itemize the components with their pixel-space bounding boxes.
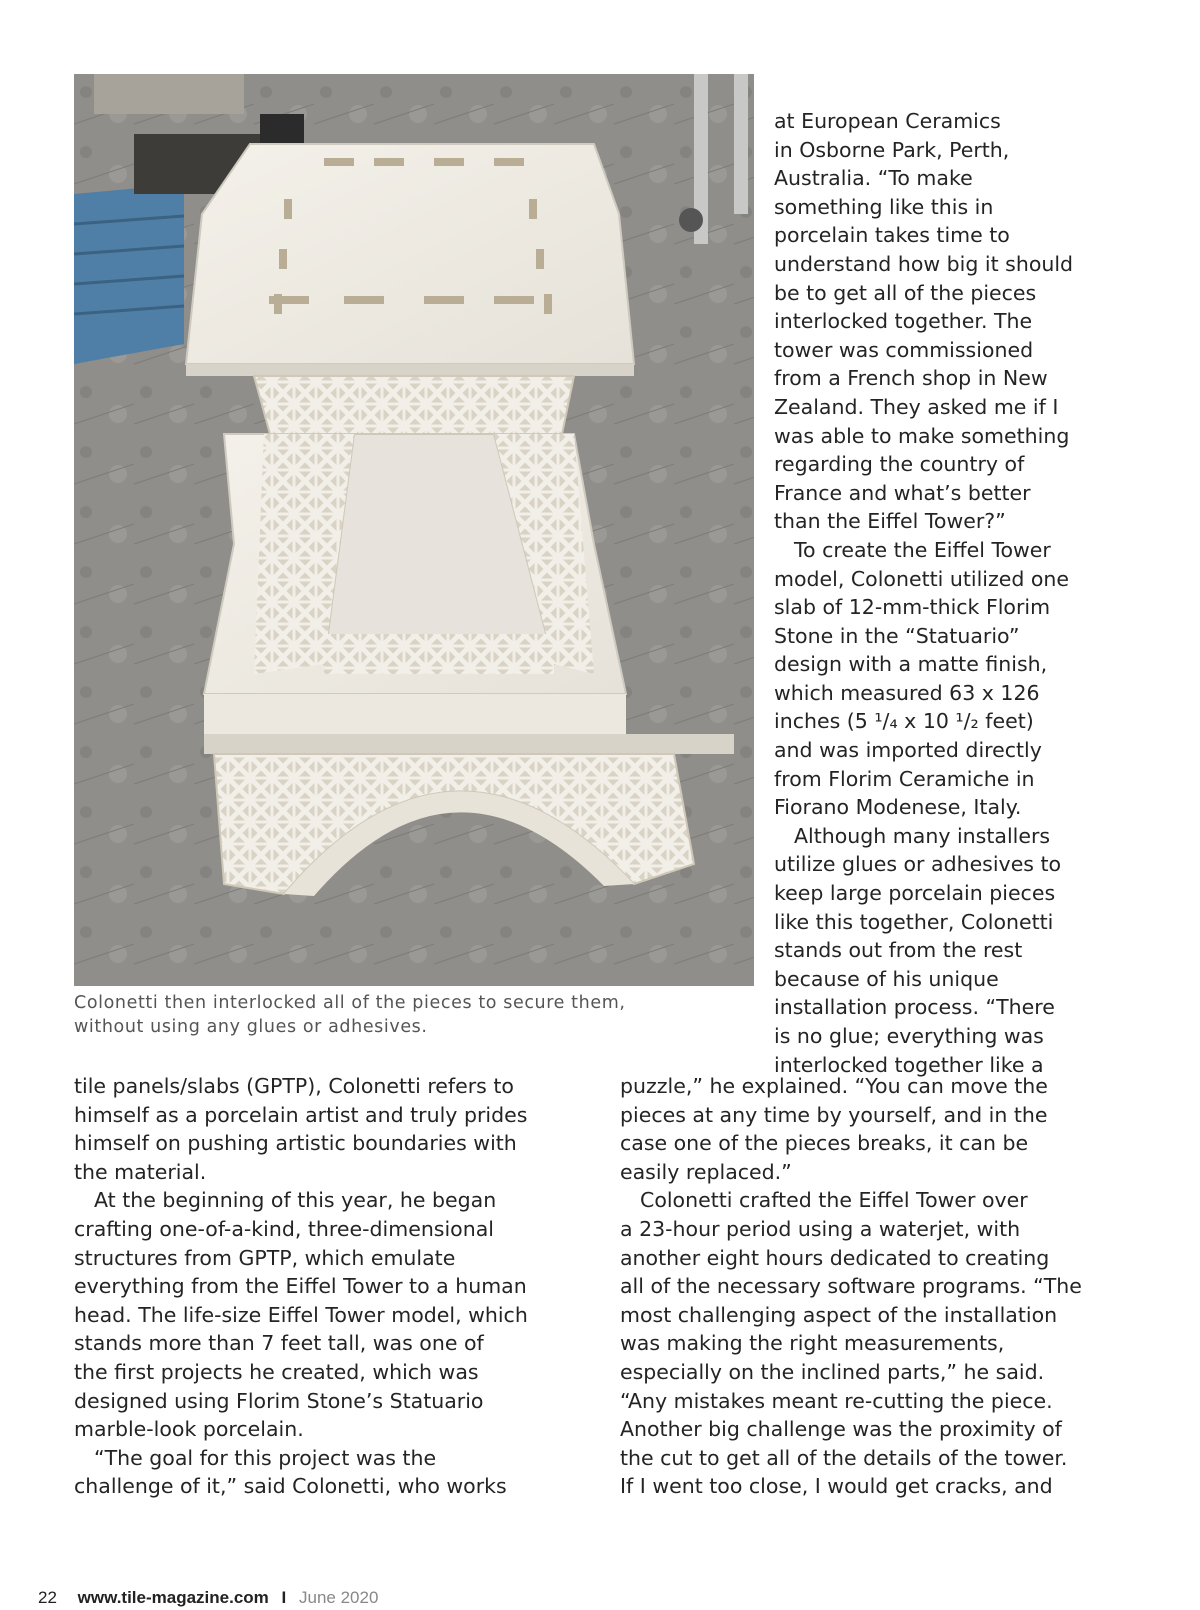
text-line: regarding the country of bbox=[774, 452, 1025, 477]
text-line: most challenging aspect of the installation bbox=[620, 1302, 1058, 1327]
text-line: slab of 12-mm-thick Florim bbox=[774, 595, 1051, 620]
text-line: porcelain takes time to bbox=[774, 223, 1010, 248]
text-line: stands out from the rest bbox=[774, 938, 1023, 963]
text-line: which measured 63 x 126 bbox=[774, 680, 1040, 705]
text-line: At the beginning of this year, he began bbox=[94, 1188, 497, 1213]
text-line: understand how big it should bbox=[774, 251, 1074, 276]
text-line: interlocked together. The bbox=[774, 309, 1033, 334]
right-column-text bbox=[774, 107, 1073, 1079]
left-column-text bbox=[74, 1072, 528, 1501]
text-line: was making the right measurements, bbox=[620, 1331, 1005, 1356]
middle-column-text bbox=[620, 1072, 1082, 1501]
text-line: all of the necessary software programs. “The bbox=[620, 1274, 1082, 1299]
text-line: Australia. “To make bbox=[774, 166, 973, 191]
text-line: France and what’s better bbox=[774, 480, 1031, 505]
text-line: from a French shop in New bbox=[774, 366, 1048, 391]
text-line: structures from GPTP, which emulate bbox=[74, 1245, 456, 1270]
text-line: a 23-hour period using a waterjet, with bbox=[620, 1216, 1021, 1241]
text-line: puzzle,” he explained. “You can move the bbox=[620, 1074, 1048, 1098]
text-line: is no glue; everything was bbox=[774, 1024, 1044, 1048]
photo-caption bbox=[74, 992, 754, 1039]
text-line: Fiorano Modenese, Italy. bbox=[774, 795, 1022, 820]
text-line: himself on pushing artistic boundaries with bbox=[74, 1131, 517, 1156]
text-line: because of his unique bbox=[774, 966, 999, 991]
text-line: like this together, Colonetti bbox=[774, 909, 1054, 934]
text-line: was able to make something bbox=[774, 423, 1070, 448]
text-line: Stone in the “Statuario” bbox=[774, 623, 1020, 648]
text-line: especially on the inclined parts,” he said. bbox=[620, 1359, 1045, 1384]
text-line: everything from the Eiffel Tower to a human bbox=[74, 1274, 527, 1299]
text-line: pieces at any time by yourself, and in the bbox=[620, 1102, 1048, 1127]
text-line: case one of the pieces breaks, it can be bbox=[620, 1131, 1029, 1156]
text-line: Although many installers bbox=[794, 823, 1051, 848]
text-line: himself as a porcelain artist and truly prides bbox=[74, 1102, 528, 1127]
text-line: Zealand. They asked me if I bbox=[774, 394, 1059, 419]
text-line: keep large porcelain pieces bbox=[774, 881, 1056, 906]
text-line: another eight hours dedicated to creating bbox=[620, 1245, 1050, 1270]
text-line: the material. bbox=[74, 1159, 207, 1184]
text-line: design with a matte finish, bbox=[774, 652, 1048, 677]
text-line: If I went too close, I would get cracks, and bbox=[620, 1474, 1053, 1499]
page-footer bbox=[38, 1588, 378, 1608]
text-line: inches (5 ¹/₄ x 10 ¹/₂ feet) bbox=[774, 709, 1034, 734]
text-line: utilize glues or adhesives to bbox=[774, 852, 1062, 877]
footer-date: June 2020 bbox=[299, 1588, 379, 1607]
article-photo bbox=[74, 74, 754, 986]
page-number: 22 bbox=[38, 1588, 57, 1607]
text-line: Colonetti crafted the Eiffel Tower over bbox=[640, 1188, 1028, 1213]
text-line: from Florim Ceramiche in bbox=[774, 766, 1035, 791]
text-line: “Any mistakes meant re-cutting the piece. bbox=[620, 1388, 1053, 1413]
text-line: installation process. “There bbox=[774, 995, 1055, 1020]
text-line: designed using Florim Stone’s Statuario bbox=[74, 1388, 484, 1413]
text-line: in Osborne Park, Perth, bbox=[774, 137, 1010, 162]
text-line: stands more than 7 feet tall, was one of bbox=[74, 1331, 484, 1356]
text-line: interlocked together like a bbox=[774, 1052, 1044, 1077]
text-line: Another big challenge was the proximity of bbox=[620, 1417, 1062, 1442]
text-line: model, Colonetti utilized one bbox=[774, 566, 1070, 591]
footer-url[interactable]: www.tile-magazine.com bbox=[77, 1588, 269, 1607]
text-line: than the Eiffel Tower?” bbox=[774, 509, 1006, 534]
text-line: the cut to get all of the details of the tower. bbox=[620, 1445, 1068, 1470]
text-line: easily replaced.” bbox=[620, 1159, 792, 1184]
text-line: challenge of it,” said Colonetti, who works bbox=[74, 1474, 507, 1499]
text-line: tower was commissioned bbox=[774, 337, 1034, 362]
text-line: be to get all of the pieces bbox=[774, 280, 1037, 305]
footer-separator: I bbox=[281, 1588, 287, 1607]
caption-line: Colonetti then interlocked all of the pieces to secure them, bbox=[74, 993, 626, 1013]
text-line: at European Ceramics bbox=[774, 109, 1001, 133]
text-line: To create the Eiffel Tower bbox=[794, 537, 1051, 562]
text-line: head. The life-size Eiffel Tower model, which bbox=[74, 1302, 528, 1327]
text-line: tile panels/slabs (GPTP), Colonetti refers to bbox=[74, 1074, 514, 1098]
text-line: crafting one-of-a-kind, three-dimensional bbox=[74, 1216, 494, 1241]
caption-line: without using any glues or adhesives. bbox=[74, 1016, 428, 1037]
text-line: marble-look porcelain. bbox=[74, 1417, 304, 1442]
eiffel-tower-photo bbox=[74, 74, 754, 986]
text-line: something like this in bbox=[774, 194, 994, 219]
text-line: and was imported directly bbox=[774, 738, 1042, 763]
text-line: “The goal for this project was the bbox=[94, 1445, 437, 1470]
text-line: the first projects he created, which was bbox=[74, 1359, 479, 1384]
